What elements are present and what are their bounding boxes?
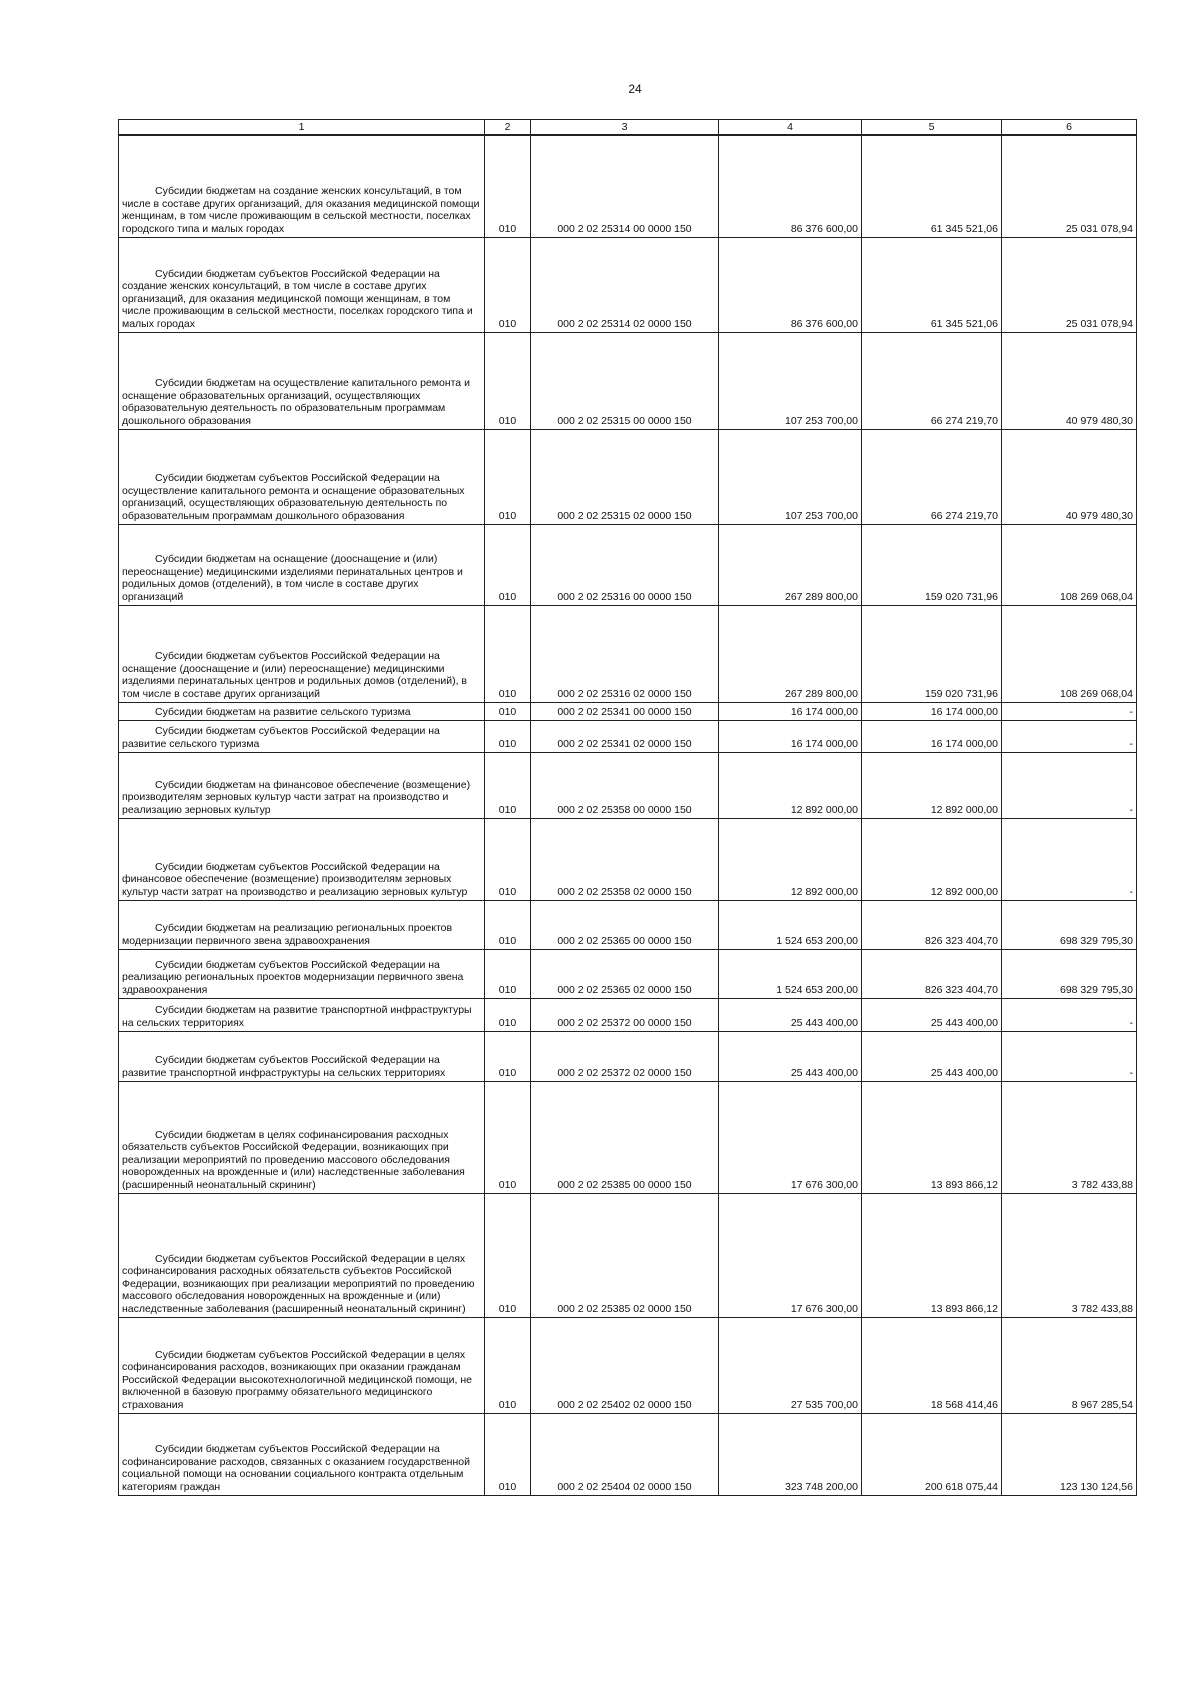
row-executed: 13 893 866,12: [862, 1081, 1002, 1193]
table-row: [119, 702, 1137, 720]
row-name-text: Субсидии бюджетам на создание женских консультаций, в том числе в составе других организаций, для оказания медицинской помощи женщинам, в том числе проживающим в сельской местности, поселках городского типа и малых городах: [122, 185, 480, 235]
row-approved: 86 376 600,00: [719, 237, 862, 332]
row-remainder: 123 130 124,56: [1002, 1413, 1137, 1495]
row-executed: 12 892 000,00: [862, 752, 1002, 818]
row-kbk: 000 2 02 25314 02 0000 150: [531, 237, 719, 332]
row-executed: 200 618 075,44: [862, 1413, 1002, 1495]
row-name: [119, 818, 485, 900]
row-code: 010: [485, 1031, 531, 1081]
table-row: [119, 949, 1137, 998]
row-remainder: 108 269 068,04: [1002, 524, 1137, 605]
row-code: 010: [485, 605, 531, 702]
row-name-text: Субсидии бюджетам субъектов Российской Федерации на развитие транспортной инфраструктуры на сельских территориях: [122, 1054, 446, 1079]
row-approved: 12 892 000,00: [719, 818, 862, 900]
row-executed: 16 174 000,00: [862, 702, 1002, 720]
row-code: 010: [485, 949, 531, 998]
table-row: [119, 332, 1137, 429]
row-name: [119, 752, 485, 818]
table-body: [119, 135, 1137, 1495]
row-approved: 86 376 600,00: [719, 135, 862, 237]
row-code: 010: [485, 1193, 531, 1317]
row-name: [119, 524, 485, 605]
row-kbk: 000 2 02 25341 02 0000 150: [531, 720, 719, 752]
table-row: [119, 720, 1137, 752]
page-number: 24: [628, 82, 642, 96]
row-name: [119, 720, 485, 752]
row-executed: 66 274 219,70: [862, 429, 1002, 524]
row-name: [119, 135, 485, 237]
row-remainder: -: [1002, 998, 1137, 1031]
row-executed: 826 323 404,70: [862, 949, 1002, 998]
row-executed: 159 020 731,96: [862, 605, 1002, 702]
row-name-text: Субсидии бюджетам субъектов Российской Федерации на осуществление капитального ремонта и оснащение образовательных организаций, осуществляющих образовательную деятельность по образовательным программам дошкольного образования: [122, 472, 465, 522]
row-remainder: 40 979 480,30: [1002, 332, 1137, 429]
table-row: [119, 1031, 1137, 1081]
row-executed: 25 443 400,00: [862, 998, 1002, 1031]
row-name-text: Субсидии бюджетам субъектов Российской Федерации на развитие сельского туризма: [122, 725, 440, 750]
table-row: [119, 605, 1137, 702]
row-name: [119, 1193, 485, 1317]
table-row: [119, 1193, 1137, 1317]
row-remainder: 3 782 433,88: [1002, 1193, 1137, 1317]
table-row: [119, 1081, 1137, 1193]
row-code: 010: [485, 524, 531, 605]
row-approved: 267 289 800,00: [719, 605, 862, 702]
row-kbk: 000 2 02 25315 00 0000 150: [531, 332, 719, 429]
row-remainder: 25 031 078,94: [1002, 237, 1137, 332]
table-row: [119, 998, 1137, 1031]
column-header-2: 2: [485, 120, 531, 136]
row-name-text: Субсидии бюджетам субъектов Российской Федерации на оснащение (дооснащение и (или) переоснащение) медицинскими изделиями перинатальных центров и родильных домов (отделений), в том числе в составе других организаций: [122, 650, 467, 700]
row-remainder: -: [1002, 720, 1137, 752]
row-kbk: 000 2 02 25341 00 0000 150: [531, 702, 719, 720]
row-kbk: 000 2 02 25365 00 0000 150: [531, 900, 719, 949]
column-header-3: 3: [531, 120, 719, 136]
row-approved: 27 535 700,00: [719, 1317, 862, 1413]
row-executed: 61 345 521,06: [862, 237, 1002, 332]
column-header-1: 1: [119, 120, 485, 136]
row-remainder: -: [1002, 1031, 1137, 1081]
table-row: [119, 135, 1137, 237]
row-approved: 1 524 653 200,00: [719, 949, 862, 998]
row-name: [119, 949, 485, 998]
row-kbk: 000 2 02 25316 00 0000 150: [531, 524, 719, 605]
row-code: 010: [485, 135, 531, 237]
row-executed: 159 020 731,96: [862, 524, 1002, 605]
column-header-6: 6: [1002, 120, 1137, 136]
row-approved: 17 676 300,00: [719, 1193, 862, 1317]
row-approved: 323 748 200,00: [719, 1413, 862, 1495]
row-name: [119, 429, 485, 524]
row-name-text: Субсидии бюджетам на оснащение (дооснащение и (или) переоснащение) медицинскими изделиями перинатальных центров и родильных домов (отделений), в том числе в составе других организаций: [122, 553, 463, 603]
row-name-text: Субсидии бюджетам субъектов Российской Федерации в целях софинансирования расходов, возникающих при оказании гражданам Российской Федерации высокотехнологичной медицинской помощи, не включенной в базовую программу обязательного медицинского страхования: [122, 1348, 473, 1411]
row-kbk: 000 2 02 25316 02 0000 150: [531, 605, 719, 702]
row-executed: 61 345 521,06: [862, 135, 1002, 237]
row-executed: 66 274 219,70: [862, 332, 1002, 429]
row-code: 010: [485, 752, 531, 818]
table-row: [119, 429, 1137, 524]
row-name: [119, 998, 485, 1031]
row-name: [119, 900, 485, 949]
row-code: 010: [485, 998, 531, 1031]
row-remainder: -: [1002, 818, 1137, 900]
row-code: 010: [485, 1413, 531, 1495]
row-name-text: Субсидии бюджетам в целях софинансирования расходных обязательств субъектов Российской Федерации, возникающих при реализации мероприятий по проведению массового обследования новорожденных на врожденные и (или) наследственные заболевания (расширенный неонатальный скрининг): [122, 1128, 465, 1191]
row-kbk: 000 2 02 25315 02 0000 150: [531, 429, 719, 524]
row-remainder: 108 269 068,04: [1002, 605, 1137, 702]
row-name-text: Субсидии бюджетам субъектов Российской Федерации на реализацию региональных проектов модернизации первичного звена здравоохранения: [122, 958, 464, 996]
row-approved: 1 524 653 200,00: [719, 900, 862, 949]
row-name-text: Субсидии бюджетам на осуществление капитального ремонта и оснащение образовательных организаций, осуществляющих образовательную деятельность по образовательным программам дошкольного образования: [122, 377, 470, 427]
row-name: [119, 1317, 485, 1413]
column-header-4: 4: [719, 120, 862, 136]
row-code: 010: [485, 237, 531, 332]
row-name-text: Субсидии бюджетам субъектов Российской Федерации на финансовое обеспечение (возмещение) производителям зерновых культур части затрат на производство и реализацию зерновых культур: [122, 860, 468, 898]
row-code: 010: [485, 900, 531, 949]
row-executed: 18 568 414,46: [862, 1317, 1002, 1413]
row-code: 010: [485, 1317, 531, 1413]
row-approved: 25 443 400,00: [719, 1031, 862, 1081]
table-header-row: [119, 120, 1137, 136]
row-kbk: 000 2 02 25372 00 0000 150: [531, 998, 719, 1031]
row-kbk: 000 2 02 25358 02 0000 150: [531, 818, 719, 900]
table-row: [119, 1317, 1137, 1413]
row-name-text: Субсидии бюджетам субъектов Российской Федерации на софинансирование расходов, связанных с оказанием государственной социальной помощи на основании социального контракта отдельным категориям граждан: [122, 1443, 470, 1493]
row-remainder: 698 329 795,30: [1002, 900, 1137, 949]
row-code: 010: [485, 332, 531, 429]
row-approved: 267 289 800,00: [719, 524, 862, 605]
row-remainder: 25 031 078,94: [1002, 135, 1137, 237]
row-kbk: 000 2 02 25372 02 0000 150: [531, 1031, 719, 1081]
row-executed: 16 174 000,00: [862, 720, 1002, 752]
row-name: [119, 237, 485, 332]
row-kbk: 000 2 02 25402 02 0000 150: [531, 1317, 719, 1413]
row-name: [119, 702, 485, 720]
row-remainder: 3 782 433,88: [1002, 1081, 1137, 1193]
row-remainder: 698 329 795,30: [1002, 949, 1137, 998]
row-name: [119, 1413, 485, 1495]
row-kbk: 000 2 02 25358 00 0000 150: [531, 752, 719, 818]
row-kbk: 000 2 02 25385 00 0000 150: [531, 1081, 719, 1193]
row-name: [119, 1081, 485, 1193]
row-kbk: 000 2 02 25404 02 0000 150: [531, 1413, 719, 1495]
row-name: [119, 1031, 485, 1081]
column-header-5: 5: [862, 120, 1002, 136]
row-code: 010: [485, 818, 531, 900]
row-remainder: -: [1002, 702, 1137, 720]
row-code: 010: [485, 1081, 531, 1193]
budget-table: [118, 119, 1137, 1496]
row-code: 010: [485, 720, 531, 752]
row-kbk: 000 2 02 25385 02 0000 150: [531, 1193, 719, 1317]
row-executed: 25 443 400,00: [862, 1031, 1002, 1081]
row-name: [119, 605, 485, 702]
row-name-text: Субсидии бюджетам субъектов Российской Федерации в целях софинансирования расходных обязательств субъектов Российской Федерации, возникающих при реализации мероприятий по проведению массового обследования новорожденных на врожденные и (или) наследственные заболевания (расширенный неонатальный скрининг): [122, 1252, 475, 1315]
row-code: 010: [485, 702, 531, 720]
table-row: [119, 900, 1137, 949]
row-name-text: Субсидии бюджетам на финансовое обеспечение (возмещение) производителям зерновых культур части затрат на производство и реализацию зерновых культур: [122, 778, 471, 816]
row-approved: 17 676 300,00: [719, 1081, 862, 1193]
row-executed: 12 892 000,00: [862, 818, 1002, 900]
row-name: [119, 332, 485, 429]
row-approved: 12 892 000,00: [719, 752, 862, 818]
row-approved: 16 174 000,00: [719, 702, 862, 720]
row-name-text: Субсидии бюджетам субъектов Российской Федерации на создание женских консультаций, в том числе в составе других организаций, для оказания медицинской помощи женщинам, в том числе проживающим в сельской местности, поселках городского типа и малых городах: [122, 267, 473, 330]
row-approved: 25 443 400,00: [719, 998, 862, 1031]
row-kbk: 000 2 02 25314 00 0000 150: [531, 135, 719, 237]
table-row: [119, 818, 1137, 900]
row-approved: 107 253 700,00: [719, 429, 862, 524]
row-name-text: Субсидии бюджетам на реализацию региональных проектов модернизации первичного звена здравоохранения: [122, 922, 453, 947]
row-executed: 13 893 866,12: [862, 1193, 1002, 1317]
row-executed: 826 323 404,70: [862, 900, 1002, 949]
table-row: [119, 752, 1137, 818]
row-name-text: Субсидии бюджетам на развитие транспортной инфраструктуры на сельских территориях: [122, 1004, 472, 1029]
row-remainder: 8 967 285,54: [1002, 1317, 1137, 1413]
row-remainder: -: [1002, 752, 1137, 818]
table-row: [119, 1413, 1137, 1495]
table-row: [119, 524, 1137, 605]
row-approved: 107 253 700,00: [719, 332, 862, 429]
row-code: 010: [485, 429, 531, 524]
row-name-text: Субсидии бюджетам на развитие сельского туризма: [155, 705, 411, 718]
row-approved: 16 174 000,00: [719, 720, 862, 752]
row-remainder: 40 979 480,30: [1002, 429, 1137, 524]
row-kbk: 000 2 02 25365 02 0000 150: [531, 949, 719, 998]
table-row: [119, 237, 1137, 332]
